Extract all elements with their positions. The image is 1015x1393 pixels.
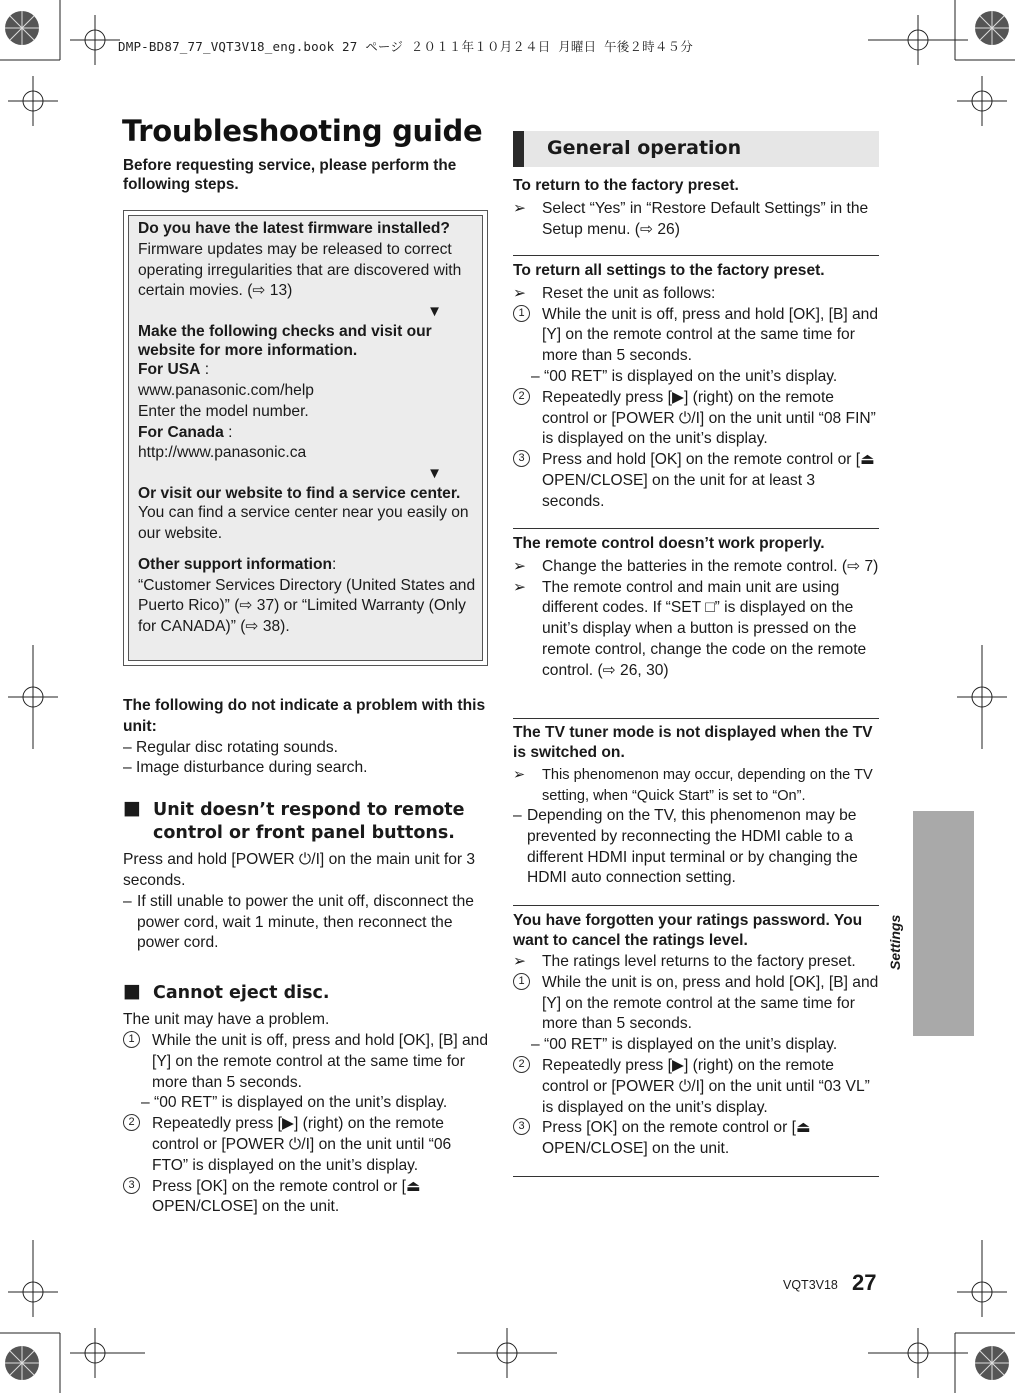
settings-tab-label: Settings [887, 914, 903, 970]
canada-url: http://www.panasonic.ca [138, 444, 307, 462]
s2-step: 1 While the unit is off, press and hold [OK], [B] and [Y] on the remote control at the same time for more than 5 seconds. [123, 1031, 489, 1093]
b2-step: 1 While the unit is off, press and hold [OK], [B] and [Y] on the remote control at the same time for more than 5 seconds. [513, 305, 879, 367]
step-number-icon: 3 [513, 450, 530, 467]
arrow-bullet-icon: ➢ [513, 199, 527, 217]
b3-item: ➢ The remote control and main unit are using different codes. If “SET □” is displayed on the unit’s display when a button is pressed on the remote control, change the code on the remote control. (⇨ 26, 30) [513, 578, 867, 679]
step-number-icon: 2 [123, 1114, 140, 1131]
b4-item: ➢ This phenomenon may occur, depending on the TV setting, when “Quick Start” is set to “On”. [513, 767, 873, 804]
intro-text: Before requesting service, please perform the following steps. [123, 157, 457, 193]
usa-label: For USA [138, 361, 201, 379]
usa-text: Enter the model number. [138, 402, 309, 420]
no-problem-item: – Image disturbance during search. [123, 759, 368, 777]
b5-step: 2 Repeatedly press [▶] (right) on the remote control or [POWER ⏻/I] on the unit until “03 VL” is displayed on the unit’s display. [513, 1056, 879, 1118]
b5-step: 1 While the unit is on, press and hold [OK], [B] and [Y] on the remote control at the same time for more than 5 seconds. [513, 973, 879, 1035]
b5-heading: You have forgotten your ratings password. You want to cancel the ratings level. [513, 912, 863, 949]
b4-dash-item: – Depending on the TV, this phenomenon may be prevented by reconnecting the HDMI cable to a different HDMI input terminal or by changing the HDMI auto connection setting. [513, 807, 858, 887]
other-support-label: Other support information [138, 555, 333, 573]
b2-step: 2 Repeatedly press [▶] (right) on the remote control or [POWER ⏻/I] on the unit until “08 FIN” is displayed on the unit’s display. [513, 388, 879, 450]
arrow-bullet-icon: ➢ [513, 953, 527, 970]
left-column [123, 696, 489, 1218]
checks-heading: Make the following checks and visit our website for more information. [138, 323, 432, 360]
down-arrow-icon: ▼ [427, 465, 442, 483]
support-box-content [138, 220, 478, 638]
divider [513, 528, 879, 529]
section-title: General operation [547, 137, 742, 159]
divider [513, 255, 879, 256]
usa-url: www.panasonic.com/help [138, 381, 314, 399]
b2-heading: To return all settings to the factory preset. [513, 262, 825, 279]
divider [513, 905, 879, 906]
b1-item: ➢ Select “Yes” in “Restore Default Settings” in the Setup menu. (⇨ 26) [513, 199, 869, 238]
s1-paragraph: Press and hold [POWER ⏻/I] on the main unit for 3 seconds. [123, 851, 476, 889]
step-number-icon: 1 [513, 973, 530, 990]
service-center-heading: Or visit our website to find a service center. [138, 485, 461, 503]
settings-side-tab [913, 811, 974, 1036]
s2-step: 2 Repeatedly press [▶] (right) on the remote control or [POWER ⏻/I] on the unit until “06 FTO” is displayed on the unit’s display. [123, 1114, 489, 1176]
step-number-icon: 3 [513, 1118, 530, 1135]
step-number-icon: 3 [123, 1177, 140, 1194]
b4-block [513, 723, 879, 889]
book-header-line: DMP-BD87_77_VQT3V18_eng.book 27 ページ ２０１１年１０月２４日 月曜日 午後２時４５分 [118, 39, 693, 54]
canada-sep: : [223, 423, 233, 441]
square-bullet-icon: ■ [123, 797, 141, 820]
b5-block [513, 911, 879, 1160]
arrow-bullet-icon: ➢ [513, 284, 527, 302]
other-support-text: “Customer Services Directory (United States and Puerto Rico)” (⇨ 37) or “Limited Warranty (Only for CANADA)” (⇨ 38). [138, 576, 476, 636]
s2-paragraph: The unit may have a problem. [123, 1011, 330, 1029]
page-title: Troubleshooting guide [122, 114, 483, 148]
b2-block [513, 261, 879, 513]
step-number-icon: 2 [513, 388, 530, 405]
b2-step: 3 Press and hold [OK] on the remote control or [⏏ OPEN/CLOSE] on the unit for at least 3 seconds. [513, 450, 879, 512]
s2-step-note: – “00 RET” is displayed on the unit’s display. [141, 1094, 448, 1112]
step-number-icon: 2 [513, 1056, 530, 1073]
b3-heading: The remote control doesn’t work properly. [513, 535, 825, 552]
b5-item: ➢ The ratings level returns to the factory preset. [513, 952, 879, 973]
firmware-text: Firmware updates may be released to correct operating irregularities that are discovered with certain movies. (⇨ 13) [138, 240, 462, 300]
service-center-text: You can find a service center near you easily on our website. [138, 504, 469, 542]
other-support-sep: : [332, 555, 337, 573]
no-problem-heading: The following do not indicate a problem with this unit: [123, 697, 486, 735]
arrow-bullet-icon: ➢ [513, 578, 527, 596]
divider [513, 718, 879, 719]
b3-item: ➢ Change the batteries in the remote control. (⇨ 7) [513, 557, 879, 578]
s1-dash-item: – If still unable to power the unit off, disconnect the power cord, wait 1 minute, then reconnect the power cord. [123, 892, 474, 952]
b2-item: ➢ Reset the unit as follows: [513, 284, 879, 305]
right-column [513, 176, 879, 240]
divider [513, 1176, 879, 1177]
firmware-question: Do you have the latest firmware installed? [138, 220, 450, 237]
footer-code: VQT3V18 [783, 1278, 838, 1292]
page-number: 27 [852, 1270, 877, 1295]
b2-note: – “00 RET” is displayed on the unit’s display. [531, 367, 838, 385]
step-number-icon: 1 [513, 305, 530, 322]
s2-step: 3 Press [OK] on the remote control or [⏏ OPEN/CLOSE] on the unit. [123, 1177, 489, 1219]
b3-block [513, 534, 879, 682]
section-unit-no-respond-title: ■ Unit doesn’t respond to remote control or front panel buttons. [123, 797, 465, 844]
arrow-bullet-icon: ➢ [513, 767, 526, 783]
b5-note: – “00 RET” is displayed on the unit’s display. [531, 1036, 838, 1054]
general-operation-header [513, 131, 879, 167]
canada-label: For Canada [138, 423, 224, 441]
usa-sep: : [200, 361, 210, 379]
no-problem-item: – Regular disc rotating sounds. [123, 738, 338, 756]
arrow-bullet-icon: ➢ [513, 557, 527, 575]
b1-heading: To return to the factory preset. [513, 177, 739, 194]
b5-step: 3 Press [OK] on the remote control or [⏏ OPEN/CLOSE] on the unit. [513, 1118, 879, 1160]
square-bullet-icon: ■ [123, 980, 141, 1003]
step-number-icon: 1 [123, 1031, 140, 1048]
b4-heading: The TV tuner mode is not displayed when the TV is switched on. [513, 724, 873, 761]
section-cannot-eject-title: ■ Cannot eject disc. [123, 980, 330, 1004]
down-arrow-icon: ▼ [427, 303, 442, 321]
